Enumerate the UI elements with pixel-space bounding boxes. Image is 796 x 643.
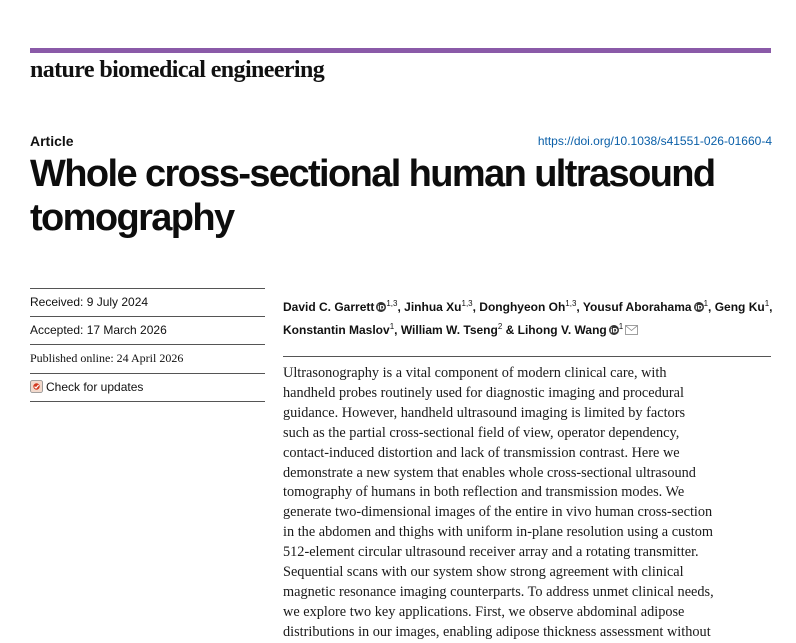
received-date: Received: 9 July 2024 [30,288,265,316]
accepted-date: Accepted: 17 March 2026 [30,316,265,344]
abstract-line: such as the partial cross-sectional field of view, operator dependency, [283,424,680,441]
affiliation-marker: 1 [618,322,624,331]
abstract-line: Ultrasonography is a vital component of modern clinical care, with [283,365,667,381]
orcid-icon[interactable] [609,325,619,335]
abstract-line: in the abdomen and thighs with uniform in-plane resolution using a custom [283,524,714,541]
author-entry [404,300,472,314]
journal-accent-bar [30,48,771,53]
author-separator: , [769,300,773,314]
abstract-line: 512-element circular ultrasound receiver array and a rotating transmitter. [283,544,699,561]
article-type: Article [30,133,74,149]
author-name[interactable]: Yousuf Aborahama [582,300,692,314]
author-separator: , [708,300,715,314]
author-entry [479,300,576,314]
abstract-line: handheld probes routinely used for diagnostic imaging and procedural [283,384,684,401]
abstract [283,364,773,643]
abstract-line: demonstrate a new system that enables whole cross-sectional ultrasound [283,464,696,481]
check-for-updates-label: Check for updates [46,380,144,394]
orcid-icon[interactable] [694,302,704,312]
abstract-divider [283,356,771,357]
email-icon[interactable] [625,325,638,335]
author-separator: , [397,300,405,314]
author-name[interactable]: Jinhua Xu [404,300,462,314]
abstract-line: tomography of humans in both reflection and transmission modes. We [283,484,685,501]
affiliation-marker: 1 [389,322,395,331]
article-title: Whole cross-sectional human ultrasound tomography [30,153,715,239]
abstract-line: contact-induced distortion and lack of transmission contrast. Here we [283,444,680,461]
affiliation-marker: 1 [764,299,770,308]
author-name[interactable]: Lihong V. Wang [517,323,607,337]
check-for-updates-icon [30,380,43,393]
article-dates [30,288,265,402]
affiliation-marker: 1 [703,299,709,308]
author-separator: , [576,300,583,314]
check-for-updates-button[interactable] [30,373,265,402]
abstract-line: distributions in our images, enabling adipose thickness assessment without [283,623,711,640]
affiliation-marker: 2 [497,322,503,331]
svg-text:iD: iD [694,303,703,312]
author-separator: , [472,300,480,314]
affiliation-marker: 1,3 [565,299,577,308]
author-entry [401,323,502,337]
author-entry [283,323,394,337]
author-name[interactable]: William W. Tseng [400,323,498,337]
svg-text:iD: iD [609,326,618,335]
abstract-line: guidance. However, handheld ultrasound imaging is limited by factors [283,404,686,421]
affiliation-marker: 1,3 [386,299,398,308]
author-entry [715,300,769,314]
doi-link[interactable]: https://doi.org/10.1038/s41551-026-01660-4 [537,134,772,148]
orcid-icon[interactable] [376,302,386,312]
abstract-line: Sequential scans with our system show strong agreement with clinical [283,564,684,581]
affiliation-marker: 1,3 [461,299,473,308]
author-name[interactable]: Donghyeon Oh [479,300,566,314]
journal-name[interactable]: nature biomedical engineering [30,57,325,83]
author-name[interactable]: Geng Ku [714,300,765,314]
abstract-line: magnetic resonance imaging counterparts. To address unmet clinical needs, [283,583,714,600]
author-list [283,294,773,340]
author-separator: & [502,323,518,337]
author-entry [518,323,639,337]
author-name[interactable]: Konstantin Maslov [283,323,390,337]
published-date: Published online: 24 April 2026 [30,344,265,373]
abstract-line: we explore two key applications. First, we observe abdominal adipose [283,603,685,620]
author-entry [583,300,708,314]
author-name[interactable]: David C. Garrett [283,300,375,314]
author-entry [283,300,397,314]
author-separator: , [394,323,401,337]
abstract-line: generate two-dimensional images of the entire in vivo human cross-section [283,504,713,521]
svg-text:iD: iD [377,303,386,312]
